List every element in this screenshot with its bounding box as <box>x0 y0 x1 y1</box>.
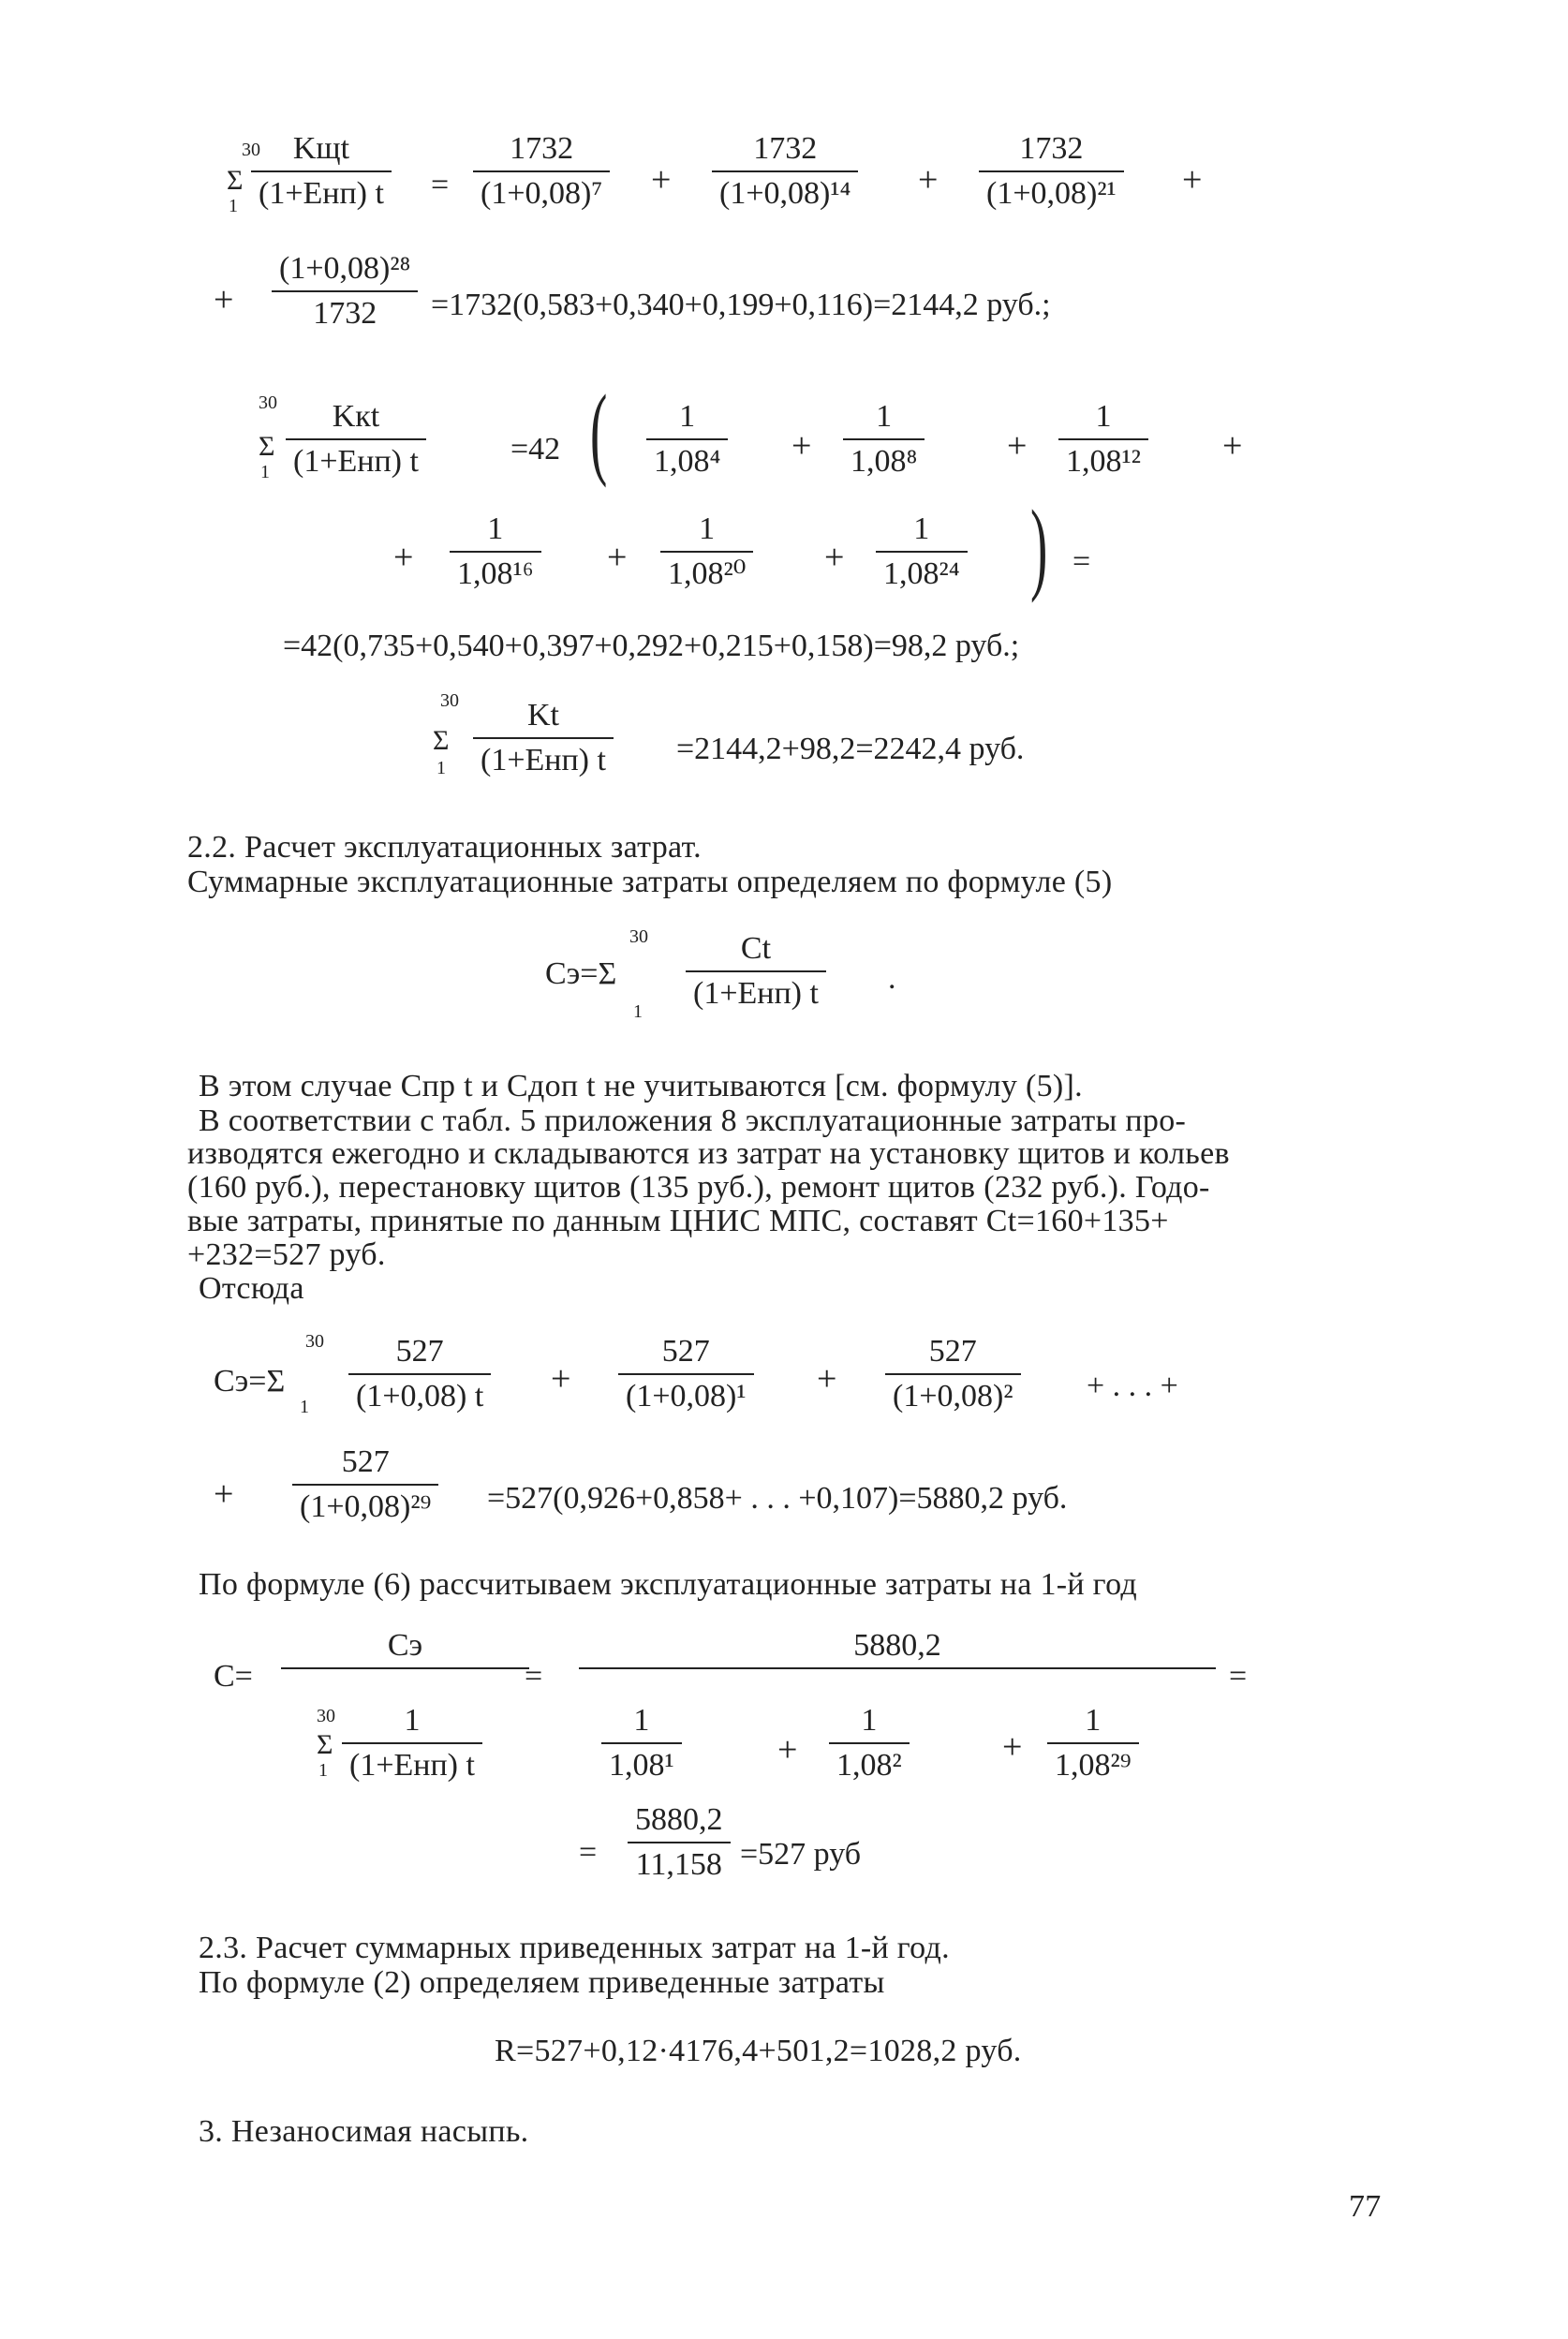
formula-lhs: C= <box>214 1659 253 1694</box>
fraction: 1 1,08²⁴ <box>876 511 968 592</box>
left-paren: ( <box>590 374 608 488</box>
plus-sign: + <box>791 426 812 466</box>
lhs-fraction: Kt (1+Eнп) t <box>473 698 614 778</box>
fraction: Cэ <box>281 1628 529 1709</box>
fraction: 1 1,08²⁰ <box>660 511 753 592</box>
paragraph: По формуле (2) определяем приведенные затраты <box>199 1965 885 2000</box>
period: . <box>888 961 896 996</box>
sum-sign: Σ <box>259 431 275 462</box>
formula-lhs: Cэ=Σ <box>545 956 617 991</box>
paragraph-line: изводятся ежегодно и складываются из затрат на установку щитов и кольев <box>187 1136 1230 1171</box>
sum-upper-limit: 30 <box>259 392 277 413</box>
sum-lower-limit: 1 <box>229 196 238 216</box>
formula-result: =527(0,926+0,858+ . . . +0,107)=5880,2 руб. <box>487 1481 1068 1516</box>
formula-7: R=527+0,12·4176,4+501,2=1028,2 руб. <box>495 2034 1022 2068</box>
equals-sign: = <box>525 1659 543 1694</box>
fraction: 1 1,08⁴ <box>646 399 728 480</box>
fraction: 527 (1+0,08)¹ <box>618 1334 754 1414</box>
plus-sign: + <box>1222 426 1243 466</box>
fraction: 1 1,08¹⁶ <box>450 511 541 592</box>
coefficient: =42 <box>510 432 561 466</box>
sum-upper-limit: 30 <box>629 926 648 947</box>
fraction: 527 (1+0,08)² <box>885 1334 1021 1414</box>
plus-sign: + <box>1007 426 1028 466</box>
plus-sign: + <box>817 1359 837 1399</box>
sum-upper-limit: 30 <box>440 690 459 711</box>
fraction: Ct (1+Eнп) t <box>686 931 826 1012</box>
lhs-fraction: Kкt (1+Eнп) t <box>286 399 426 480</box>
fraction: 527 (1+0,08) t <box>348 1334 491 1414</box>
formula-lhs: Cэ=Σ <box>214 1364 286 1399</box>
paragraph: В этом случае Cпр t и Cдоп t не учитываются [см. формулу (5)]. <box>199 1069 1083 1103</box>
page-number: 77 <box>1349 2189 1382 2224</box>
paragraph-line: вые затраты, принятые по данным ЦНИС МПС, составят Ct=160+135+ <box>187 1204 1169 1238</box>
equals-sign: = <box>431 168 450 202</box>
plus-sign: + <box>607 538 628 577</box>
paragraph: Суммарные эксплуатационные затраты определяем по формуле (5) <box>187 865 1113 899</box>
fraction: 527 (1+0,08)²⁹ <box>292 1444 438 1525</box>
paragraph: Отсюда <box>199 1271 304 1306</box>
sum-lower-limit: 1 <box>436 758 446 778</box>
ellipsis: + . . . + <box>1087 1369 1178 1403</box>
formula-result: =42(0,735+0,540+0,397+0,292+0,215+0,158)=98,2 руб.; <box>283 629 1020 663</box>
formula-result: =2144,2+98,2=2242,4 руб. <box>676 732 1025 766</box>
formula-result: =1732(0,583+0,340+0,199+0,116)=2144,2 руб.; <box>431 288 1051 322</box>
sum-lower-limit: 1 <box>300 1397 309 1417</box>
plus-sign: + <box>777 1730 798 1769</box>
sum-upper-limit: 30 <box>317 1706 335 1726</box>
section-heading-2-3: 2.3. Расчет суммарных приведенных затрат на 1-й год. <box>199 1931 950 1965</box>
plus-sign: + <box>1182 160 1203 200</box>
right-paren: ) <box>1030 489 1048 603</box>
sum-lower-limit: 1 <box>318 1760 328 1781</box>
fraction: (1+0,08)²⁸ 1732 <box>272 251 418 332</box>
paragraph-line: В соответствии с табл. 5 приложения 8 эксплуатационные затраты про- <box>199 1103 1187 1138</box>
equals-sign: = <box>1229 1659 1248 1694</box>
sum-sign: Σ <box>317 1729 333 1760</box>
formula-result: =527 руб <box>740 1837 862 1872</box>
sum-sign: Σ <box>433 725 450 756</box>
fraction: 5880,2 <box>579 1628 1216 1709</box>
plus-sign: + <box>918 160 939 200</box>
sum-upper-limit: 30 <box>305 1331 324 1352</box>
fraction: 1 1,08¹ <box>601 1703 682 1784</box>
fraction: 1 (1+Eнп) t <box>342 1703 482 1784</box>
lhs-fraction: Kщt (1+Eнп) t <box>251 131 392 212</box>
plus-sign: + <box>1002 1727 1023 1767</box>
equals-sign: = <box>1072 544 1091 579</box>
fraction: 1732 (1+0,08)¹⁴ <box>712 131 858 212</box>
paragraph-line: +232=527 руб. <box>187 1237 386 1272</box>
fraction: 5880,2 11,158 <box>628 1802 731 1883</box>
fraction: 1 1,08¹² <box>1058 399 1148 480</box>
fraction: 1732 (1+0,08)²¹ <box>979 131 1124 212</box>
equals-sign: = <box>579 1835 598 1870</box>
paragraph-line: (160 руб.), перестановку щитов (135 руб.), ремонт щитов (232 руб.). Годо- <box>187 1170 1210 1205</box>
section-heading-3: 3. Незаносимая насыпь. <box>199 2114 529 2149</box>
sum-sign: Σ <box>227 165 244 196</box>
plus-sign: + <box>824 538 845 577</box>
sum-upper-limit: 30 <box>242 140 260 160</box>
sum-lower-limit: 1 <box>633 1001 643 1022</box>
section-heading-2-2: 2.2. Расчет эксплуатационных затрат. <box>187 830 702 865</box>
fraction: 1 1,08²⁹ <box>1047 1703 1139 1784</box>
paragraph: По формуле (6) рассчитываем эксплуатационные затраты на 1-й год <box>199 1567 1137 1602</box>
plus-sign: + <box>214 1474 234 1514</box>
plus-sign: + <box>651 160 672 200</box>
fraction: 1732 (1+0,08)⁷ <box>473 131 610 212</box>
fraction: 1 1,08⁸ <box>843 399 925 480</box>
plus-sign: + <box>393 538 414 577</box>
plus-sign: + <box>214 280 234 319</box>
fraction: 1 1,08² <box>829 1703 910 1784</box>
plus-sign: + <box>551 1359 571 1399</box>
sum-lower-limit: 1 <box>260 462 270 482</box>
